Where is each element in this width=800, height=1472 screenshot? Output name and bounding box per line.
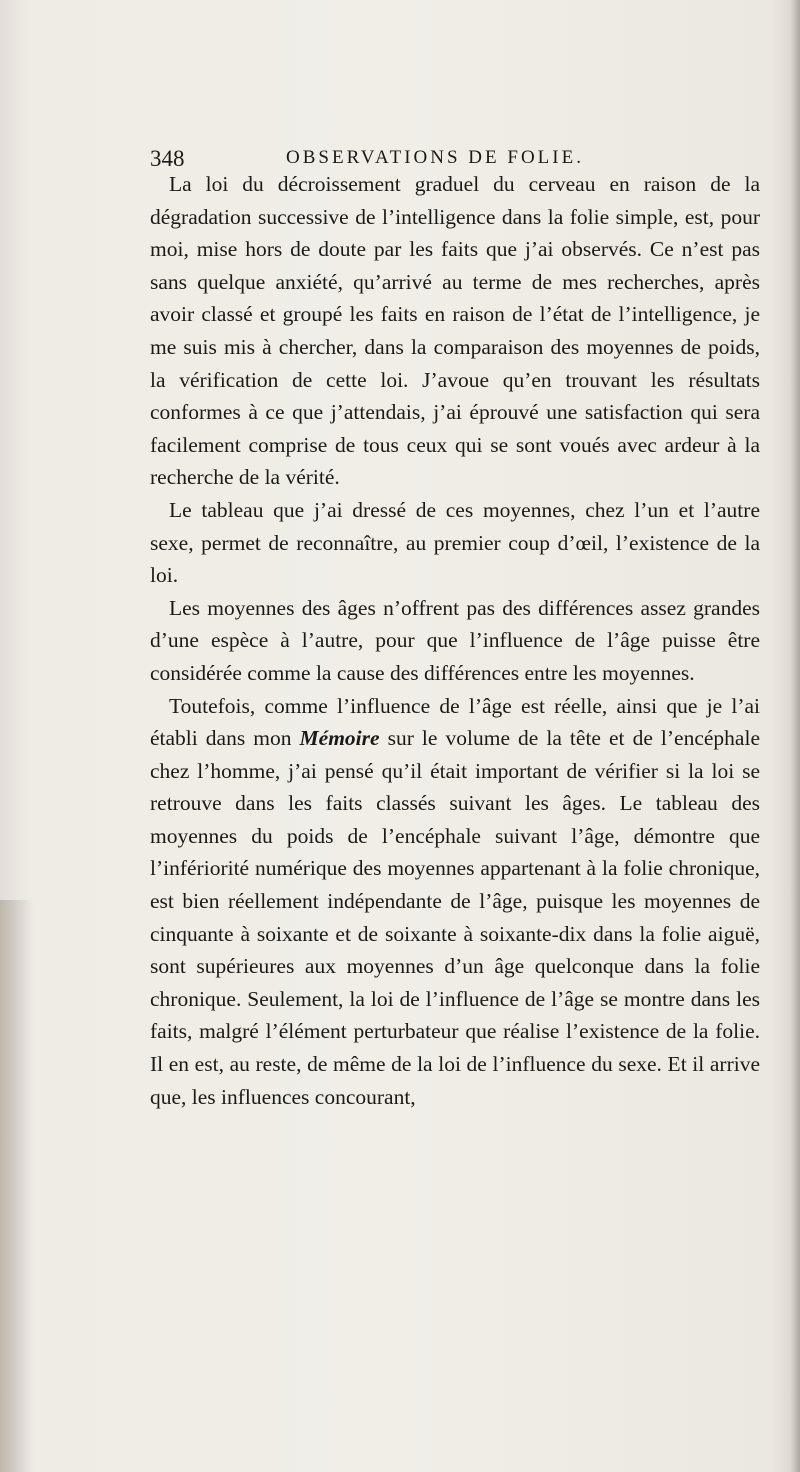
- page-number: 348: [150, 146, 185, 171]
- paragraph-text: Toutefois, comme l’influence de l’âge est réelle, ainsi que je l’ai établi dans mon: [150, 693, 760, 751]
- body-text: [150, 168, 760, 1113]
- paragraph: Le tableau que j’ai dressé de ces moyennes, chez l’un et l’autre sexe, permet de reconnaître, au premier coup d’œil, l’existence de la loi.: [150, 497, 760, 588]
- work-title: Mémoire: [299, 726, 380, 751]
- paragraph: La loi du décroissement graduel du cerveau en raison de la dégradation successive de l’intelligence dans la folie simple, est, pour moi, mise hors de doute par les faits que j’ai observés. Ce n’est pas sans quelque anxiété, qu’arrivé au terme de mes recherches, après avoir classé et groupé les faits en raison de l’état de l’intelligence, je me suis mis à chercher, dans la comparaison des moyennes de poids, la vérification de cette loi. J’avoue qu’en trouvant les résultats conformes à ce que j’attendais, j’ai éprouvé une satisfaction qui sera facilement comprise de tous ceux qui se sont voués avec ardeur à la recherche de la vérité.: [150, 172, 760, 490]
- paragraph-text: sur le volume de la tête et de l’encéphale chez l’homme, j’ai pensé qu’il était important de vérifier si la loi se retrouve dans les faits classés suivant les âges. Le tableau des moyennes du poids de l’encéphale suivant l’âge, démontre que l’infériorité numérique des moyennes appartenant à la folie chronique, est bien réellement indépendante de l’âge, puisque les moyennes de cinquante à soixante et de soixante à soixante-dix dans la folie aiguë, sont supérieures aux moyennes d’un âge quelconque dans la folie chronique. Seulement, la loi de l’influence de l’âge se montre dans les faits, malgré l’élément perturbateur que réalise l’existence de la folie. Il en est, au reste, de même de la loi de l’influence du sexe. Et il arrive que, les influences concourant,: [150, 726, 760, 1109]
- running-title: OBSERVATIONS DE FOLIE.: [286, 147, 584, 168]
- paragraph: [150, 690, 760, 1114]
- page-shadow-right: [790, 0, 800, 1472]
- page-shadow-left: [0, 900, 34, 1472]
- paragraph: Les moyennes des âges n’offrent pas des différences assez grandes d’une espèce à l’autre, pour que l’influence de l’âge puisse être considérée comme la cause des différences entre les moyennes.: [150, 595, 760, 685]
